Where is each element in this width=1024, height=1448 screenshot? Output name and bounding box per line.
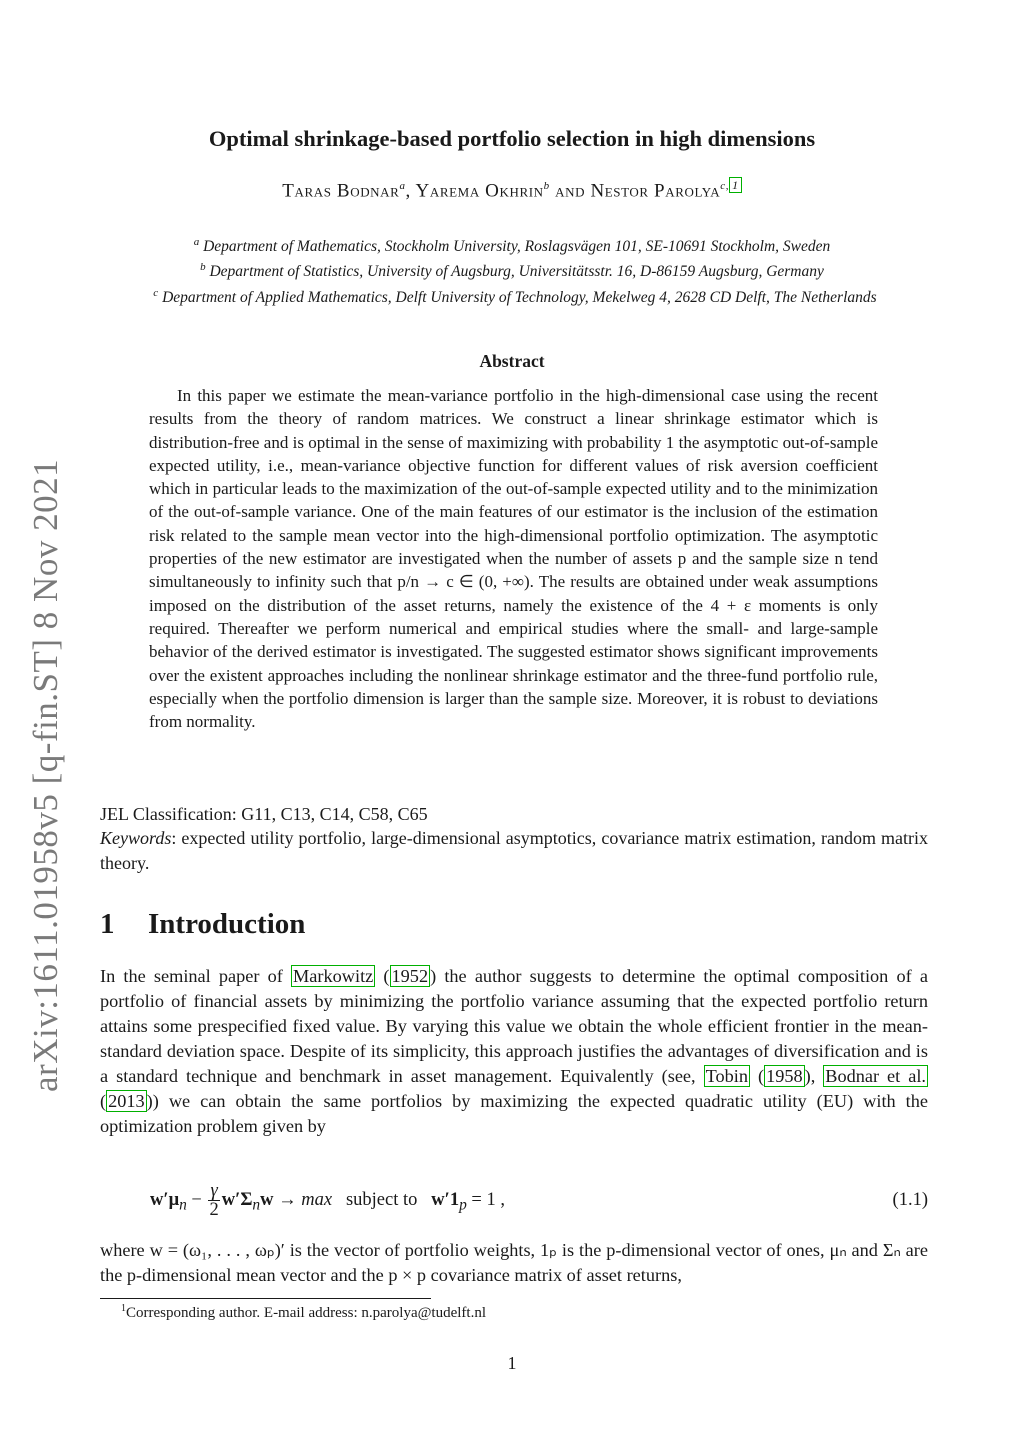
footnote-rule (100, 1298, 431, 1299)
arxiv-identifier: arXiv:1611.01958v5 [q-fin.ST] 8 Nov 2021 (26, 458, 65, 1092)
keywords (100, 826, 928, 876)
author-name: Yarema Okhrin (415, 180, 544, 202)
body-text: ( (100, 1091, 107, 1111)
author-affiliation-mark (720, 180, 741, 192)
affiliation-b (0, 255, 1024, 284)
footnote (121, 1303, 486, 1322)
eq-term: w′Σ (221, 1189, 253, 1210)
eq-text: subject to (345, 1189, 418, 1210)
eq-subscript: p (459, 1196, 467, 1214)
body-text: ( (375, 966, 390, 986)
footnote-link[interactable]: 1 (729, 177, 742, 193)
body-text: ) the author suggests to determine the optimal composition of a portfolio of financial assets by minimizing the portfolio variance assuming that the expected portfolio return attains some prespecified fixed value. By varying this value we obtain the whole efficient frontier in the mean-standard deviation space. Despite of its simplicity, this approach justifies the advantages of diversification and is a standard technique and benchmark in asset management. Equivalently (see, (100, 966, 928, 1086)
equation-body (150, 1182, 505, 1219)
section-number: 1 (100, 908, 115, 940)
affiliation-text: Department of Applied Mathematics, Delft University of Technology, Mekelweg 4, 2628 CD Delft, The Netherlands (162, 289, 877, 307)
author-name: Taras Bodnar (282, 180, 400, 202)
eq-denominator: 2 (209, 1200, 219, 1220)
after-equation-paragraph: where w = (ω₁, . . . , ωₚ)′ is the vector of portfolio weights, 1ₚ is the p-dimensional vector of ones, μₙ and Σₙ are the p-dimensional mean vector and the p × p covariance matrix of asset returns, (100, 1240, 928, 1285)
body-text: In the seminal paper of (100, 966, 292, 986)
body-text: )) we can obtain the same portfolios by maximizing the expected quadratic utility (EU) with the optimization problem given by (100, 1091, 928, 1136)
equation-1-1 (150, 1172, 928, 1224)
keywords-text: : expected utility portfolio, large-dimensional asymptotics, covariance matrix estimation, random matrix theory. (100, 828, 928, 873)
author-name: Nestor Parolya (590, 180, 721, 202)
keywords-label: Keywords (100, 828, 172, 848)
affiliation-mark: c (153, 287, 159, 299)
author-list (0, 178, 1024, 202)
author-affiliation-mark: a (399, 180, 406, 192)
author-separator: , (405, 180, 416, 202)
affiliation-mark: a (193, 236, 200, 248)
equation-number: (1.1) (892, 1190, 928, 1210)
abstract-heading: Abstract (479, 351, 545, 371)
footnote-text: Corresponding author. E-mail address: n.parolya@tudelft.nl (126, 1305, 486, 1321)
body-text: ( (750, 1066, 765, 1086)
abstract-paragraph: In this paper we estimate the mean-variance portfolio in the high-dimensional case using the recent results from the theory of random matrices. We construct a linear shrinkage estimator which is distribution-free and is optimal in the sense of maximizing with probability 1 the asymptotic out-of-sample expected utility, i.e., mean-variance objective function for different values of risk aversion coefficient which in particular leads to the maximization of the out-of-sample expected utility and to the minimization of the out-of-sample variance. One of the main features of our estimator is the inclusion of the estimation risk related to the sample mean vector into the high-dimensional portfolio optimization. The asymptotic properties of the new estimator are investigated when the number of assets p and the sample size n tend simultaneously to infinity such that p/n → c ∈ (0, +∞). The results are obtained under weak assumptions imposed on the distribution of the asset returns, namely the existence of the 4 + ε moments is only required. Thereafter we perform numerical and empirical studies where the small- and large-sample behavior of the derived estimator is investigated. The suggested estimator shows significant improvements over the existent approaches including the nonlinear shrinkage estimator and the three-fund portfolio rule, especially when the portfolio dimension is larger than the sample size. Moreover, it is robust to deviations from normality. (149, 386, 878, 732)
citation-link[interactable]: 1958 (766, 1066, 803, 1086)
eq-term: max (301, 1189, 333, 1210)
paper-title: Optimal shrinkage-based portfolio selection in high dimensions (208, 126, 816, 151)
eq-term: = 1 , (466, 1189, 505, 1210)
jel-classification: JEL Classification: G11, C13, C14, C58, C65 (100, 804, 428, 824)
eq-numerator: γ (210, 1181, 218, 1201)
affiliation-text: Department of Mathematics, Stockholm University, Roslagsvägen 101, SE-10691 Stockholm, Sweden (203, 238, 831, 256)
eq-subscript: n (179, 1196, 187, 1214)
eq-subscript: n (252, 1196, 261, 1214)
citation-link[interactable]: 2013 (108, 1091, 145, 1111)
affiliation-c (120, 281, 910, 310)
section-heading (100, 908, 305, 941)
footnote-mark: 1 (121, 1303, 126, 1314)
eq-operator: → (273, 1189, 302, 1210)
affiliation-text: Department of Statistics, University of Augsburg, Universitätsstr. 16, D-86159 Augsburg, Germany (209, 263, 824, 281)
intro-paragraph (100, 964, 928, 1139)
author-separator: and (549, 180, 591, 202)
eq-fraction (208, 1182, 219, 1219)
eq-term: w′1 (431, 1189, 460, 1210)
affiliation-mark-text: c, (720, 180, 730, 192)
body-text: ), (804, 1066, 824, 1086)
citation-link[interactable]: 1952 (391, 966, 429, 986)
page-number: 1 (507, 1353, 517, 1373)
abstract-body (149, 384, 878, 733)
eq-operator: − (186, 1189, 207, 1210)
eq-term: w (260, 1189, 274, 1210)
citation-link[interactable]: Tobin (705, 1066, 748, 1086)
author-affiliation-mark: b (543, 180, 550, 192)
citation-link[interactable]: Markowitz (293, 966, 374, 986)
section-title: Introduction (148, 908, 306, 940)
citation-link[interactable]: Bodnar et al. (825, 1066, 926, 1086)
affiliation-mark: b (200, 261, 206, 273)
eq-term: w′μ (150, 1189, 180, 1210)
